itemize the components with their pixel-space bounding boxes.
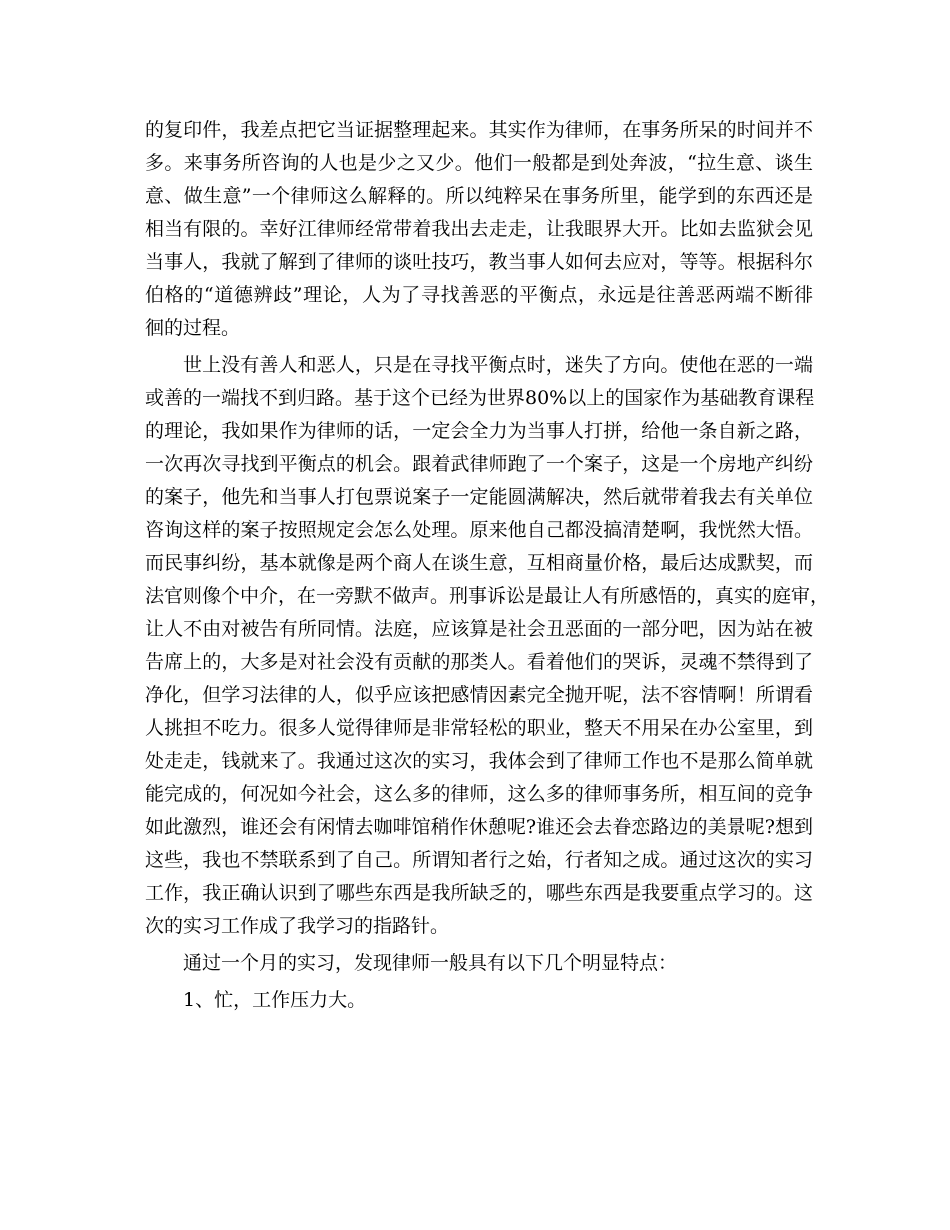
- text-line: 的复印件，我差点把它当证据整理起来。其实作为律师，在事务所呆的时间并不: [145, 119, 813, 141]
- text-line: 而民事纠纷，基本就像是两个商人在谈生意，互相商量价格，最后达成默契，而: [145, 552, 813, 574]
- document-body: [145, 114, 830, 1017]
- text-line: 如此激烈，谁还会有闲情去咖啡馆稍作休憩呢?谁还会去眷恋路边的美景呢?想到: [145, 816, 813, 838]
- text-line: 多。来事务所咨询的人也是少之又少。他们一般都是到处奔波，“拉生意、谈生: [145, 152, 813, 174]
- text-line: 意、做生意”一个律师这么解释的。所以纯粹呆在事务所里，能学到的东西还是: [145, 185, 813, 207]
- text-line: 伯格的“道德辨歧”理论，人为了寻找善恶的平衡点，永远是往善恶两端不断徘: [145, 284, 813, 306]
- paragraph-1: [145, 114, 813, 345]
- text-line: 让人不由对被告有所同情。法庭，应该算是社会丑恶面的一部分吧，因为站在被: [145, 618, 813, 640]
- text-line: 一次再次寻找到平衡点的机会。跟着武律师跑了一个案子，这是一个房地产纠纷: [145, 453, 813, 475]
- text-line: 徊的过程。: [145, 317, 241, 339]
- text-line: 告席上的，大多是对社会没有贡献的那类人。看着他们的哭诉，灵魂不禁得到了: [145, 651, 813, 673]
- text-line: 法官则像个中介，在一旁默不做声。刑事诉讼是最让人有所感悟的，真实的庭审，: [145, 585, 830, 607]
- text-line: 的理论，我如果作为律师的话，一定会全力为当事人打拼，给他一条自新之路，: [145, 420, 813, 442]
- text-line: 净化，但学习法律的人，似乎应该把感情因素完全抛开呢，法不容情啊！所谓看: [145, 684, 813, 706]
- text-line: 的案子，他先和当事人打包票说案子一定能圆满解决，然后就带着我去有关单位: [145, 486, 813, 508]
- list-item-heading: 1、忙，工作压力大。: [183, 989, 367, 1011]
- text-line: 能完成的，何况如今社会，这么多的律师，这么多的律师事务所，相互间的竞争: [145, 783, 813, 805]
- text-line: 通过一个月的实习，发现律师一般具有以下几个明显特点：: [183, 952, 678, 974]
- text-line: 次的实习工作成了我学习的指路针。: [145, 915, 450, 937]
- text-line: 咨询这样的案子按照规定会怎么处理。原来他自己都没搞清楚啊，我恍然大悟。: [145, 519, 813, 541]
- text-line: 这些，我也不禁联系到了自己。所谓知者行之始，行者知之成。通过这次的实习: [145, 849, 813, 871]
- text-line: 工作，我正确认识到了哪些东西是我所缺乏的，哪些东西是我要重点学习的。这: [145, 882, 813, 904]
- text-line: 相当有限的。幸好江律师经常带着我出去走走，让我眼界大开。比如去监狱会见: [145, 218, 813, 240]
- paragraph-2: [145, 349, 830, 943]
- text-line: 或善的一端找不到归路。基于这个已经为世界80%以上的国家作为基础教育课程: [145, 387, 815, 409]
- text-line: 人挑担不吃力。很多人觉得律师是非常轻松的职业，整天不用呆在办公室里，到: [145, 717, 813, 739]
- text-line: 处走走，钱就来了。我通过这次的实习，我体会到了律师工作也不是那么简单就: [145, 750, 813, 772]
- paragraph-4: [145, 984, 813, 1017]
- text-line: 世上没有善人和恶人，只是在寻找平衡点时，迷失了方向。使他在恶的一端: [183, 354, 813, 376]
- text-line: 当事人，我就了解到了律师的谈吐技巧，教当事人如何去应对，等等。根据科尔: [145, 251, 813, 273]
- paragraph-3: [145, 947, 813, 980]
